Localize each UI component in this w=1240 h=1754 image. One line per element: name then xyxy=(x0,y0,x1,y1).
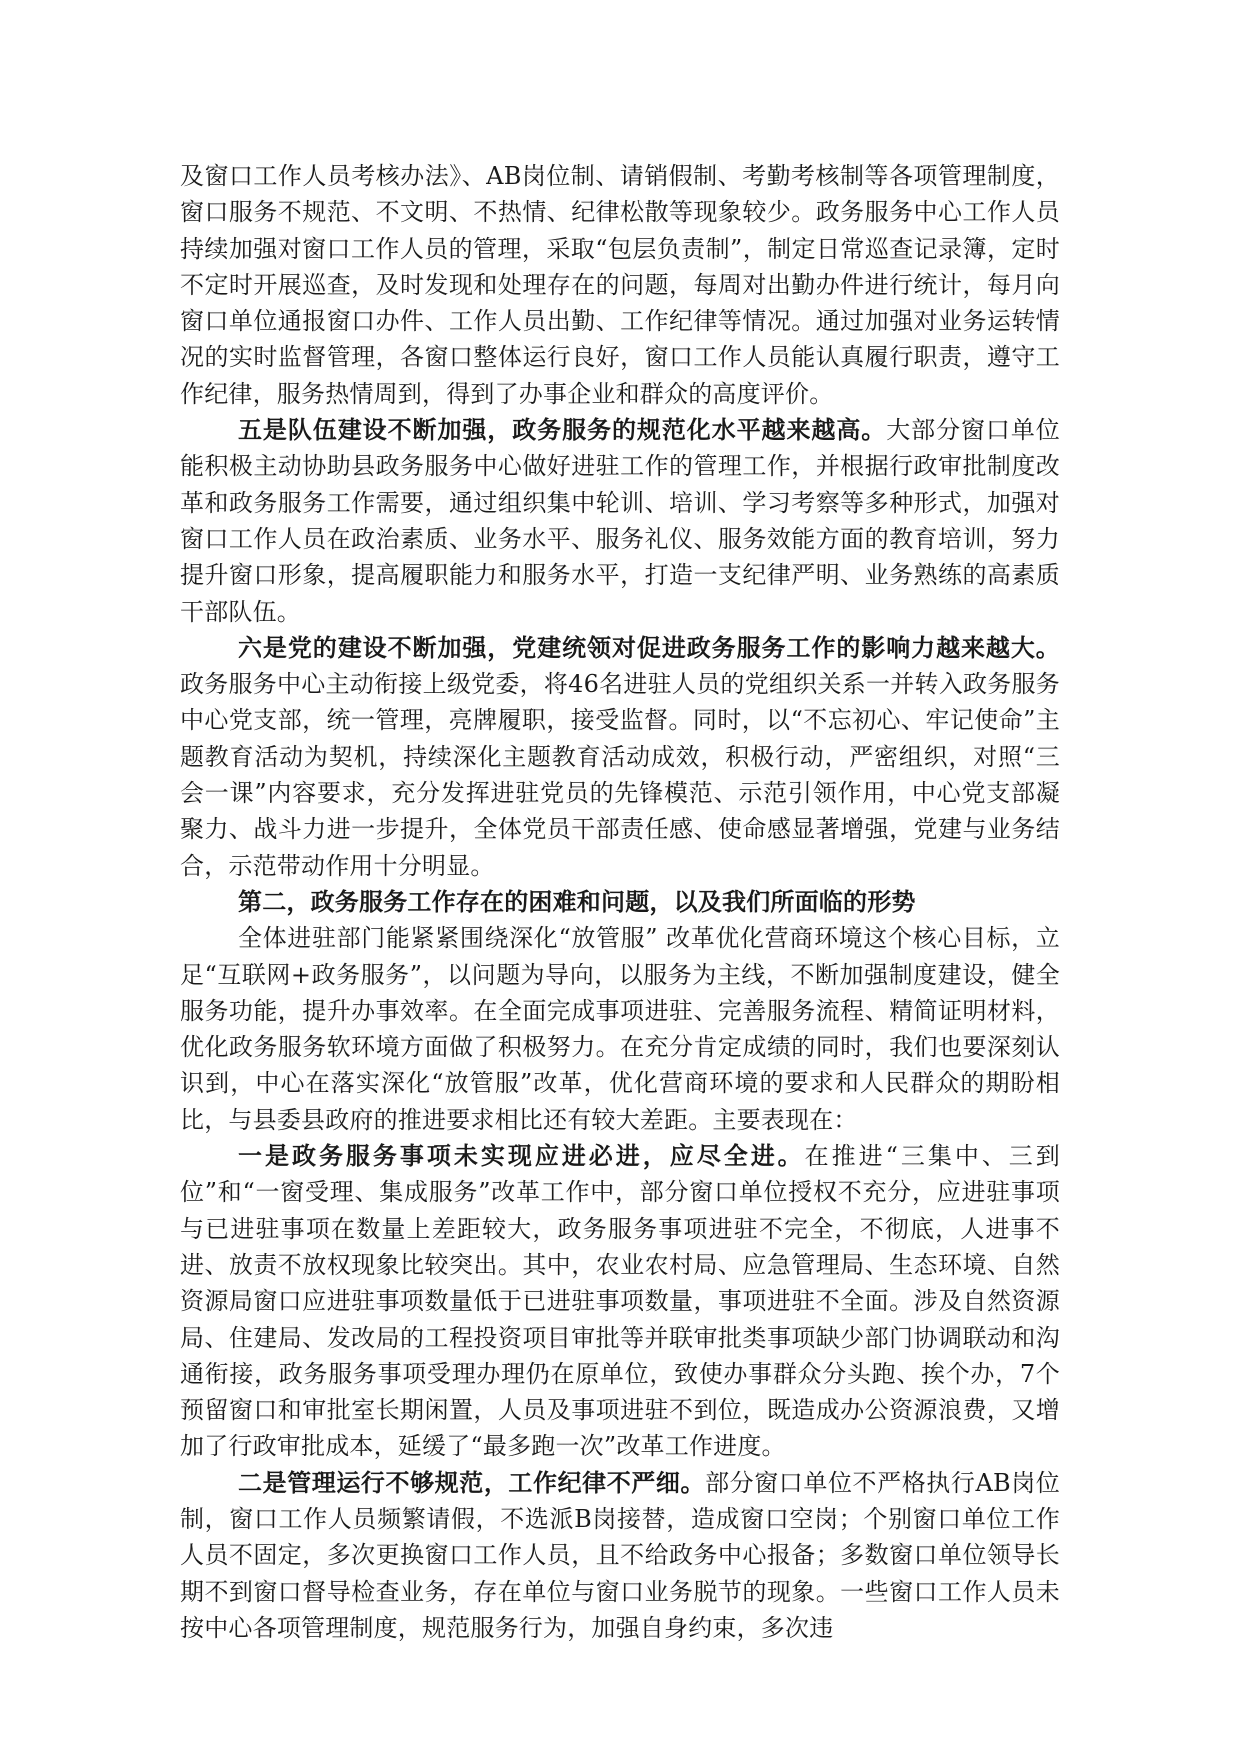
document-page xyxy=(180,158,1060,1646)
paragraph-3 xyxy=(180,630,1060,884)
paragraph-7 xyxy=(180,1465,1060,1646)
paragraph-1 xyxy=(180,158,1060,412)
paragraph-1-body: 及窗口工作人员考核办法》、AB岗位制、请销假制、考勤考核制等各项管理制度，窗口服务不规范、不文明、不热情、纪律松散等现象较少。政务服务中心工作人员持续加强对窗口工作人员的管理，采取“包层负责制”，制定日常巡查记录簿，定时不定时开展巡查，及时发现和处理存在的问题，每周对出勤办件进行统计，每月向窗口单位通报窗口办件、工作人员出勤、工作纪律等情况。通过加强对业务运转情况的实时监督管理，各窗口整体运行良好，窗口工作人员能认真履行职责，遵守工作纪律，服务热情周到，得到了办事企业和群众的高度评价。 xyxy=(180,162,1060,408)
paragraph-6-lead: 一是政务服务事项未实现应进必进，应尽全进。 xyxy=(238,1141,805,1171)
section-heading-text: 第二，政务服务工作存在的困难和问题，以及我们所面临的形势 xyxy=(238,886,916,916)
paragraph-2 xyxy=(180,412,1060,630)
paragraph-5 xyxy=(180,920,1060,1138)
paragraph-3-lead: 六是党的建设不断加强，党建统领对促进政务服务工作的影响力越来越大。 xyxy=(238,632,1060,662)
paragraph-5-body: 全体进驻部门能紧紧围绕深化“放管服” 改革优化营商环境这个核心目标，立足“互联网+政务服务”，以问题为导向，以服务为主线，不断加强制度建设，健全服务功能，提升办事效率。在全面完成事项进驻、完善服务流程、精简证明材料，优化政务服务软环境方面做了积极努力。在充分肯定成绩的同时，我们也要深刻认识到，中心在落实深化“放管服”改革，优化营商环境的要求和人民群众的期盼相比，与县委县政府的推进要求相比还有较大差距。主要表现在： xyxy=(180,924,1060,1134)
paragraph-3-body: 政务服务中心主动衔接上级党委，将46名进驻人员的党组织关系一并转入政务服务中心党支部，统一管理，亮牌履职，接受监督。同时，以“不忘初心、牢记使命”主题教育活动为契机，持续深化主题教育活动成效，积极行动，严密组织，对照“三会一课”内容要求，充分发挥进驻党员的先锋模范、示范引领作用，中心党支部凝聚力、战斗力进一步提升，全体党员干部责任感、使命感显著增强，党建与业务结合，示范带动作用十分明显。 xyxy=(180,670,1060,880)
paragraph-7-lead: 二是管理运行不够规范，工作纪律不严细。 xyxy=(238,1467,706,1497)
paragraph-2-body: 大部分窗口单位能积极主动协助县政务服务中心做好进驻工作的管理工作，并根据行政审批制度改革和政务服务工作需要，通过组织集中轮训、培训、学习考察等多种形式，加强对窗口工作人员在政治素质、业务水平、服务礼仪、服务效能方面的教育培训，努力提升窗口形象，提高履职能力和服务水平，打造一支纪律严明、业务熟练的高素质干部队伍。 xyxy=(180,416,1060,626)
paragraph-2-lead: 五是队伍建设不断加强，政务服务的规范化水平越来越高。 xyxy=(238,415,887,445)
section-heading xyxy=(180,884,1060,920)
paragraph-7-body: 部分窗口单位不严格执行AB岗位制，窗口工作人员频繁请假，不选派B岗接替，造成窗口空岗；个别窗口单位工作人员不固定，多次更换窗口工作人员，且不给政务中心报备；多数窗口单位领导长期不到窗口督导检查业务，存在单位与窗口业务脱节的现象。一些窗口工作人员未按中心各项管理制度，规范服务行为，加强自身约束，多次违 xyxy=(180,1468,1060,1642)
paragraph-6 xyxy=(180,1138,1060,1465)
paragraph-6-body: 在推进“三集中、三到位”和“一窗受理、集成服务”改革工作中，部分窗口单位授权不充分，应进驻事项与已进驻事项在数量上差距较大，政务服务事项进驻不完全，不彻底，人进事不进、放责不放权现象比较突出。其中，农业农村局、应急管理局、生态环境、自然资源局窗口应进驻事项数量低于已进驻事项数量，事项进驻不全面。涉及自然资源局、住建局、发改局的工程投资项目审批等并联审批类事项缺少部门协调联动和沟通衔接，政务服务事项受理办理仍在原单位，致使办事群众分头跑、挨个办，7个预留窗口和审批室长期闲置，人员及事项进驻不到位，既造成办公资源浪费，又增加了行政审批成本，延缓了“最多跑一次”改革工作进度。 xyxy=(180,1142,1060,1461)
